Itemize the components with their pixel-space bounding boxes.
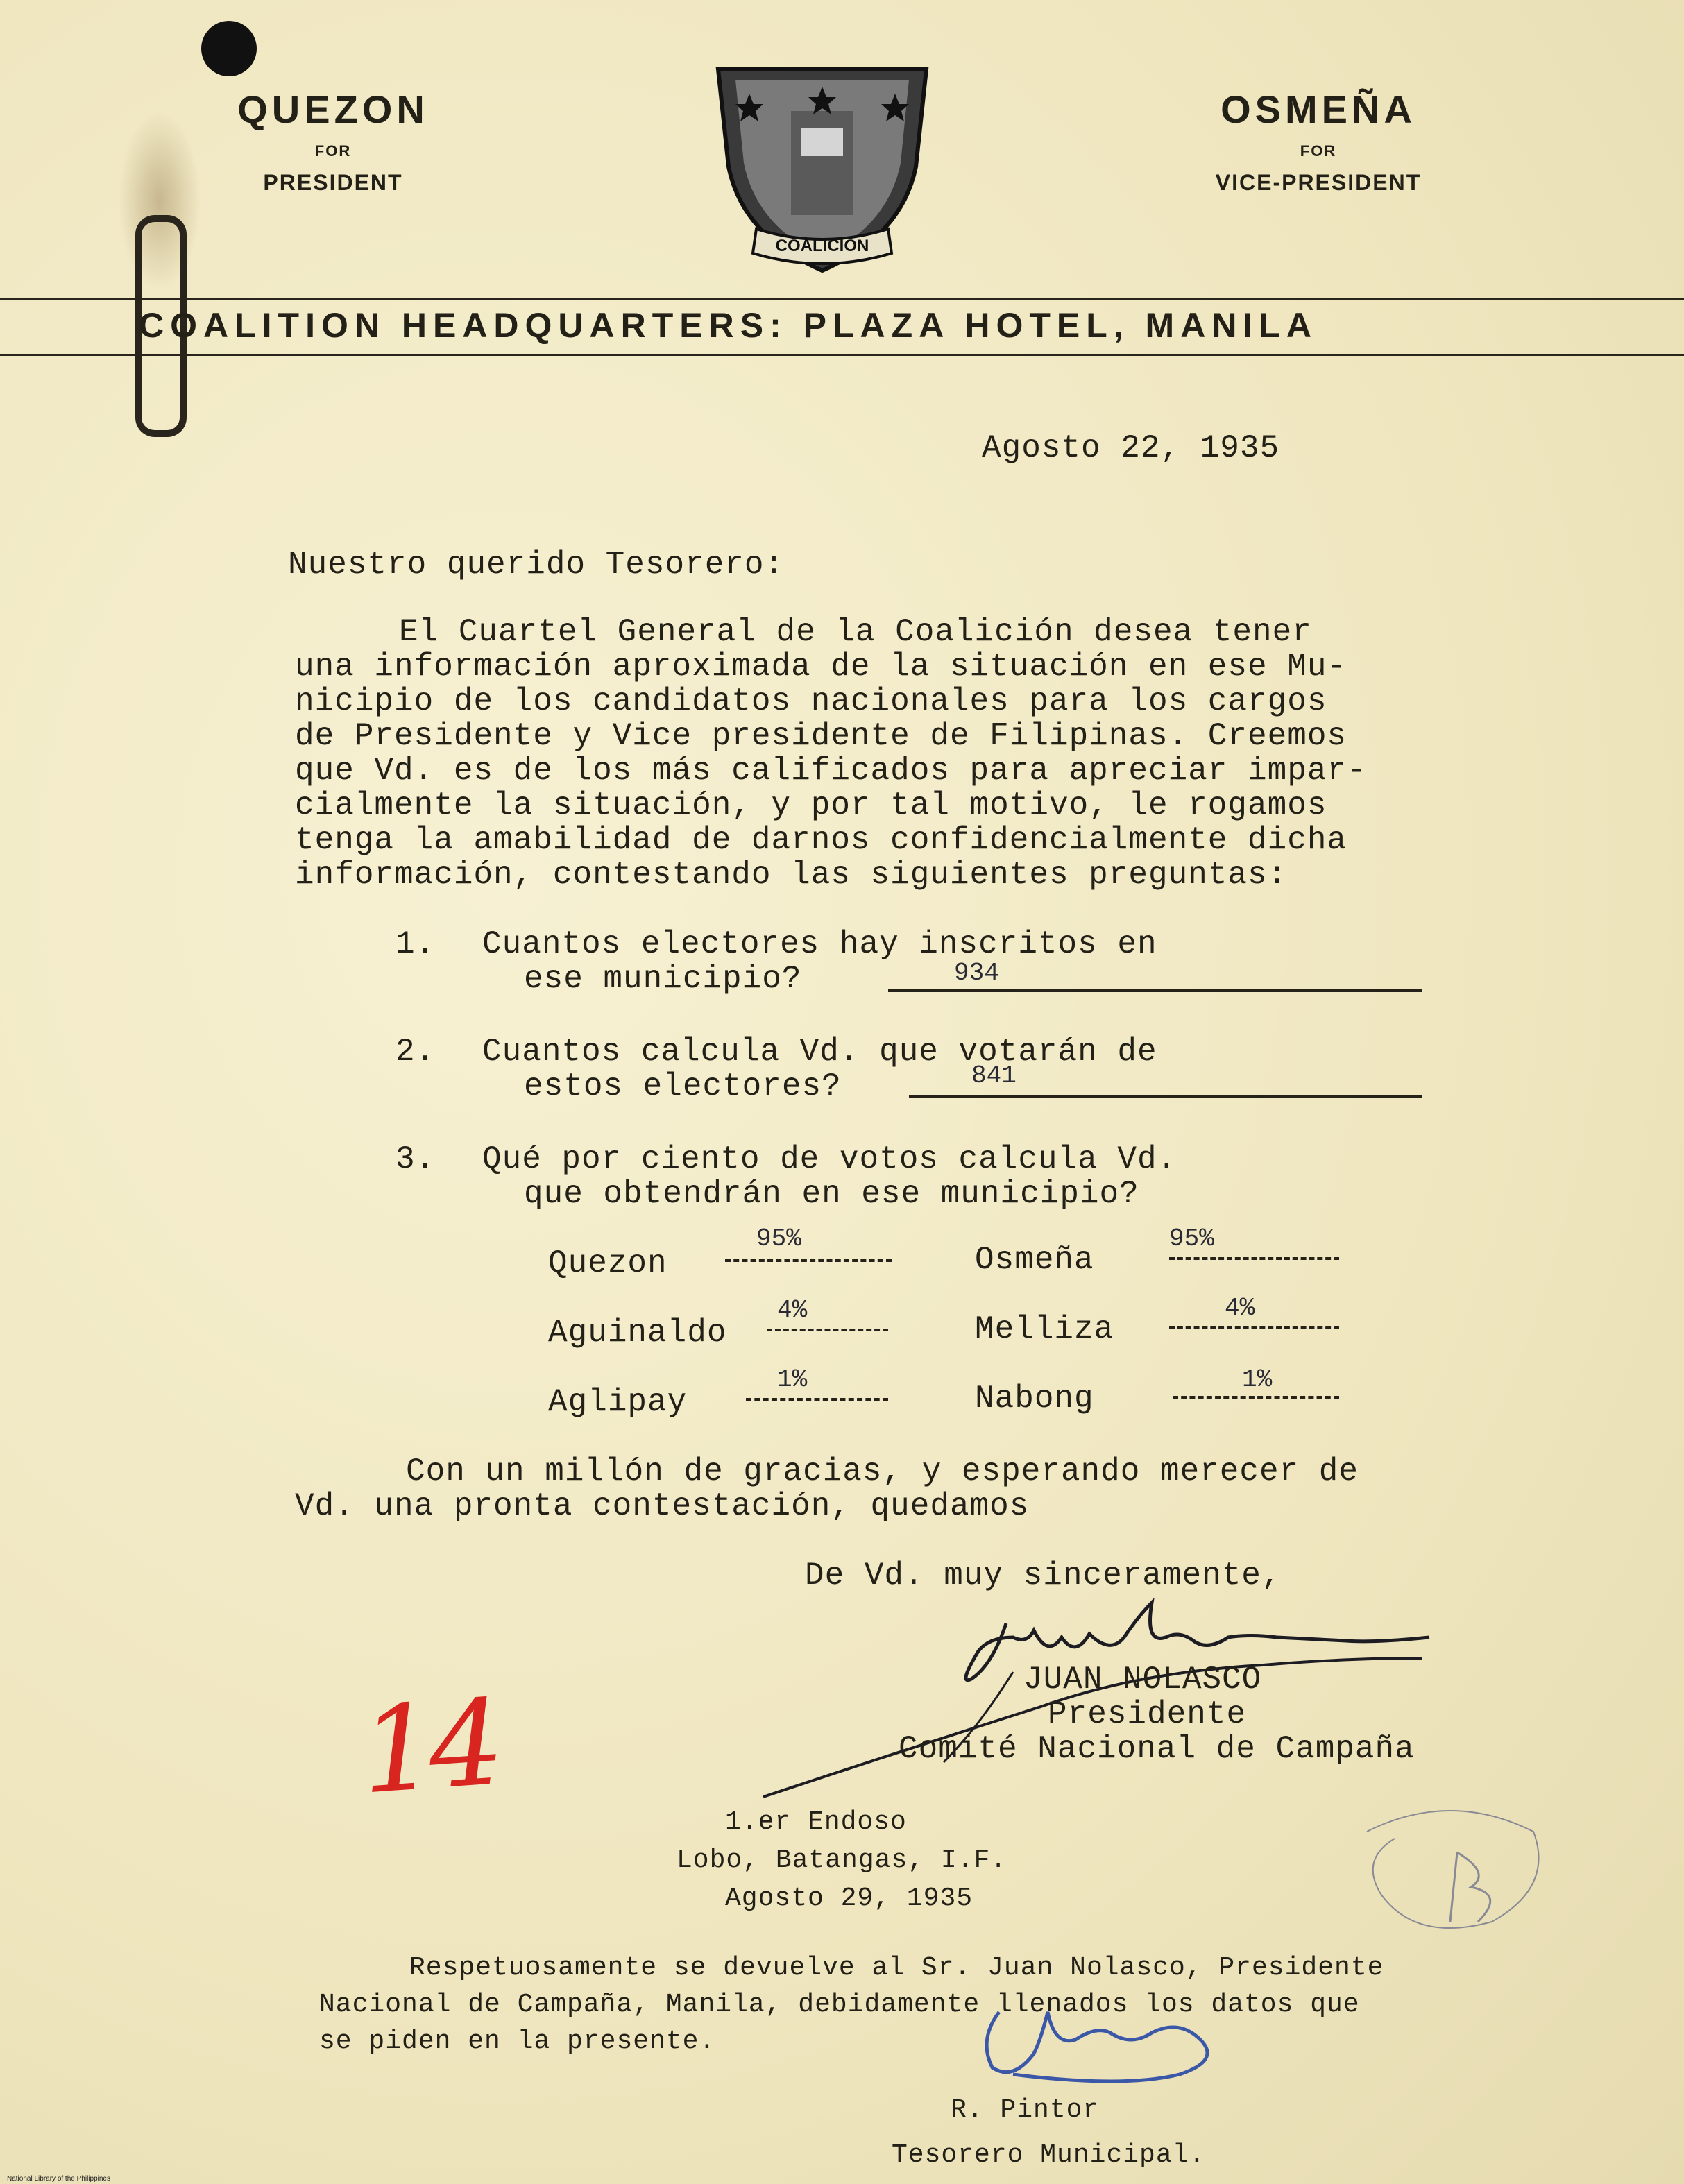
letter-date: Agosto 22, 1935 [982, 430, 1280, 466]
right-for: FOR [1300, 142, 1337, 160]
question-2-text-2: estos electores? [524, 1068, 842, 1104]
question-1-answer: 934 [954, 959, 999, 987]
endorsement-signature-image [971, 1998, 1291, 2095]
endorsement-signer-name: R. Pintor [951, 2095, 1100, 2125]
endorsement-text: se piden en la presente. [319, 2027, 716, 2056]
blank-line [1169, 1326, 1339, 1329]
question-2-answer: 841 [971, 1061, 1017, 1090]
candidate-aglipay: Aglipay [548, 1384, 688, 1420]
left-for: FOR [314, 142, 352, 160]
question-1-text-2: ese municipio? [524, 961, 802, 997]
blank-line [1169, 1257, 1339, 1260]
question-1-text: Cuantos electores hay inscritos en [482, 926, 1157, 962]
body-line: nicipio de los candidatos nacionales para los cargos [295, 683, 1327, 719]
blank-line [746, 1398, 888, 1401]
candidate-osmena: Osmeña [975, 1242, 1094, 1278]
pencil-initials-icon [1353, 1790, 1561, 1943]
margin-number: 14 [356, 1674, 502, 1821]
question-2-text: Cuantos calcula Vd. que votarán de [482, 1034, 1157, 1070]
closing-line: Con un millón de gracias, y esperando merecer de [406, 1453, 1359, 1490]
signer-title: Presidente [1048, 1696, 1247, 1732]
body-line: El Cuartel General de la Coalición desea tener [399, 614, 1312, 650]
rule-bottom [0, 354, 1684, 356]
body-line: tenga la amabilidad de darnos confidencialmente dicha [295, 822, 1347, 858]
right-candidate-name: OSMEÑA [1221, 87, 1416, 131]
left-candidate-name: QUEZON [237, 87, 429, 131]
answer-line-1 [888, 989, 1422, 992]
coalition-crest-icon [708, 62, 937, 278]
candidate-quezon: Quezon [548, 1245, 667, 1281]
endorsement-place: Lobo, Batangas, I.F. [677, 1845, 1007, 1875]
candidate-nabong-pct: 1% [1242, 1365, 1273, 1394]
blank-line [725, 1259, 892, 1262]
candidate-nabong: Nabong [975, 1381, 1094, 1417]
body-line: que Vd. es de los más calificados para apreciar impar- [295, 753, 1367, 789]
candidate-aguinaldo: Aguinaldo [548, 1315, 727, 1351]
blank-line [767, 1329, 888, 1331]
body-line: cialmente la situación, y por tal motivo, le rogamos [295, 787, 1327, 824]
question-3-text: Qué por ciento de votos calcula Vd. [482, 1141, 1177, 1177]
endorsement-text: Nacional de Campaña, Manila, debidamente llenados los datos que [319, 1990, 1360, 2020]
rule-top [0, 298, 1684, 300]
endorsement-date: Agosto 29, 1935 [725, 1884, 973, 1913]
signer-organization: Comité Nacional de Campaña [899, 1731, 1415, 1767]
right-role: VICE-PRESIDENT [1215, 170, 1422, 195]
question-2-number: 2. [396, 1034, 436, 1070]
signer-name: JUAN NOLASCO [1023, 1662, 1262, 1698]
body-line: una información aproximada de la situación en ese Mu- [295, 649, 1347, 685]
question-1-number: 1. [396, 926, 436, 962]
candidate-aguinaldo-pct: 4% [777, 1296, 808, 1324]
blank-line [1173, 1396, 1339, 1399]
closing-line: Vd. una pronta contestación, quedamos [295, 1488, 1030, 1524]
headquarters-line: COALITION HEADQUARTERS: PLAZA HOTEL, MANILA [139, 306, 1318, 345]
question-3-number: 3. [396, 1141, 436, 1177]
question-3-text-2: que obtendrán en ese municipio? [524, 1176, 1139, 1212]
endorsement-signer-title: Tesorero Municipal. [892, 2140, 1206, 2170]
valediction: De Vd. muy sinceramente, [805, 1558, 1282, 1594]
answer-line-2 [909, 1095, 1422, 1098]
crest-label: COALICION [775, 237, 869, 255]
endorsement-heading: 1.er Endoso [725, 1807, 907, 1837]
candidate-melliza-pct: 4% [1225, 1294, 1255, 1322]
body-line: de Presidente y Vice presidente de Filipinas. Creemos [295, 718, 1347, 754]
left-role: PRESIDENT [263, 170, 403, 195]
punch-hole [201, 21, 257, 76]
salutation: Nuestro querido Tesorero: [288, 547, 785, 583]
candidate-aglipay-pct: 1% [777, 1365, 808, 1394]
candidate-melliza: Melliza [975, 1311, 1114, 1347]
body-line: información, contestando las siguientes preguntas: [295, 857, 1288, 893]
candidate-quezon-pct: 95% [756, 1225, 801, 1253]
candidate-osmena-pct: 95% [1169, 1225, 1214, 1253]
endorsement-text: Respetuosamente se devuelve al Sr. Juan Nolasco, Presidente [409, 1953, 1384, 1983]
archive-footer: National Library of the Philippines [7, 2175, 110, 2183]
